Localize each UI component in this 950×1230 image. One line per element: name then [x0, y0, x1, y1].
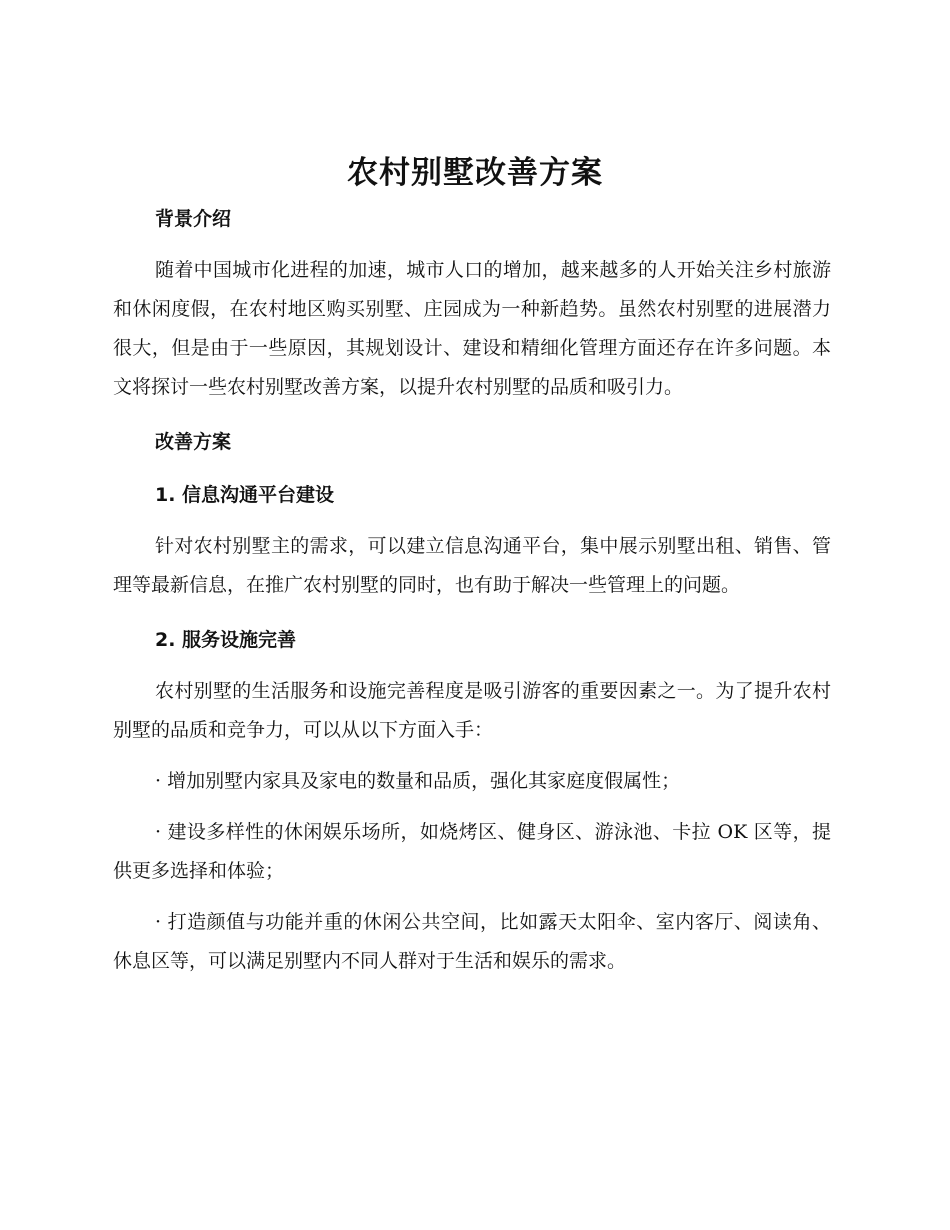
spacer	[113, 891, 831, 903]
paragraph-background: 随着中国城市化进程的加速，城市人口的增加，越来越多的人开始关注乡村旅游和休闲度假，在农村地区购买别墅、庄园成为一种新趋势。虽然农村别墅的进展潜力很大，但是由于一些原因，其规划设计、建设和精细化管理方面还存在许多问题。本文将探讨一些农村别墅改善方案，以提升农村别墅的品质和吸引力。	[113, 259, 831, 398]
heading-background: 背景介绍	[155, 208, 232, 230]
bullet-item: · 打造颜值与功能并重的休闲公共空间，比如露天太阳伞、室内客厅、阅读角、休息区等，可以满足别墅内不同人群对于生活和娱乐的需求。	[113, 911, 831, 972]
spacer	[113, 239, 831, 251]
heading-info-platform: 1. 信息沟通平台建设	[155, 484, 335, 506]
spacer	[113, 801, 831, 813]
paragraph-info-platform: 针对农村别墅主的需求，可以建立信息沟通平台，集中展示别墅出租、销售、管理等最新信息，在推广农村别墅的同时，也有助于解决一些管理上的问题。	[113, 535, 831, 596]
paragraph-service-facilities: 农村别墅的生活服务和设施完善程度是吸引游客的重要因素之一。为了提升农村别墅的品质和竞争力，可以从以下方面入手：	[113, 680, 831, 741]
document-body	[113, 199, 831, 981]
bullet-item: · 建设多样性的休闲娱乐场所，如烧烤区、健身区、游泳池、卡拉 OK 区等，提供更多选择和体验；	[113, 821, 831, 882]
heading-plan: 改善方案	[155, 431, 232, 453]
spacer	[113, 750, 831, 762]
bullet-item: · 增加别墅内家具及家电的数量和品质，强化其家庭度假属性；	[155, 770, 681, 792]
spacer	[113, 515, 831, 527]
heading-service-facilities: 2. 服务设施完善	[155, 629, 297, 651]
spacer	[113, 407, 831, 422]
spacer	[113, 462, 831, 475]
spacer	[113, 660, 831, 672]
spacer	[113, 605, 831, 620]
document-title: 农村别墅改善方案	[347, 155, 603, 191]
